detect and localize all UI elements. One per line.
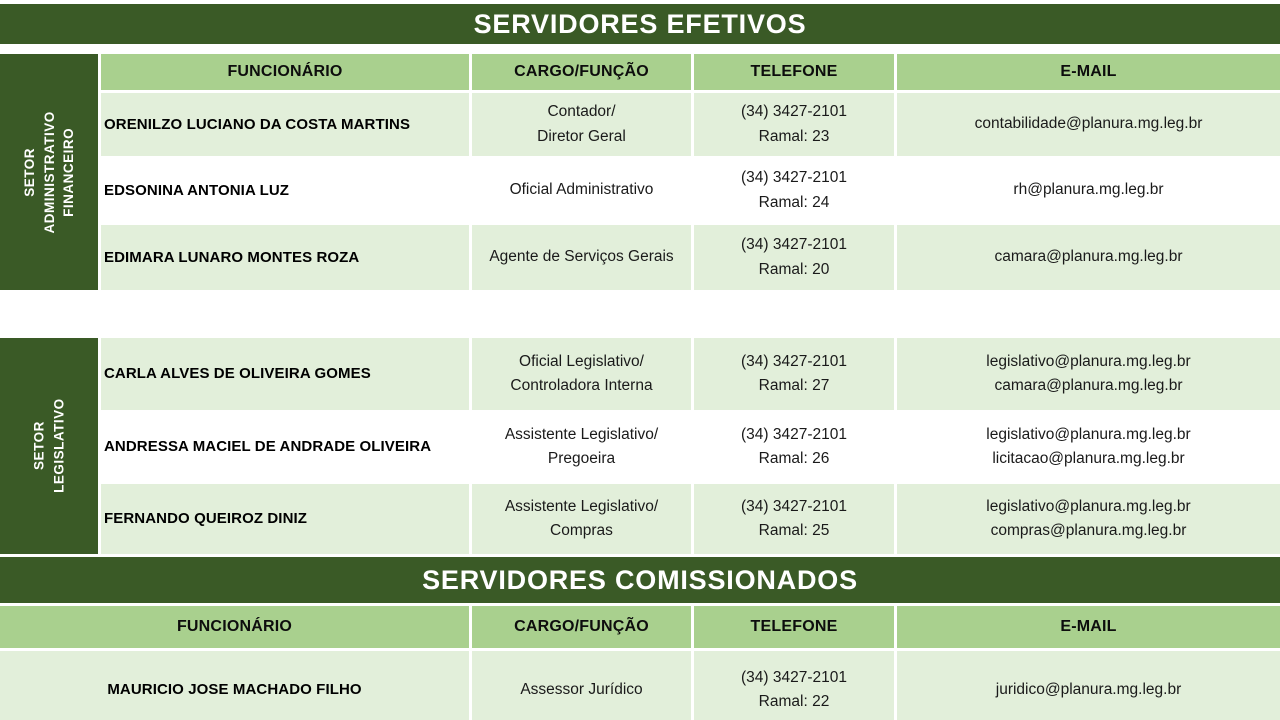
sector-label-legislativo <box>0 338 98 554</box>
employee-name: EDIMARA LUNARO MONTES ROZA <box>101 225 469 290</box>
employee-name: FERNANDO QUEIROZ DINIZ <box>101 484 469 554</box>
column-header-telefone: TELEFONE <box>694 606 894 648</box>
employee-email: legislativo@planura.mg.leg.br licitacao@planura.mg.leg.br <box>897 413 1280 481</box>
banner-title: SERVIDORES COMISSIONADOS <box>422 564 858 595</box>
employee-name: EDSONINA ANTONIA LUZ <box>101 159 469 222</box>
employee-email: legislativo@planura.mg.leg.br camara@planura.mg.leg.br <box>897 338 1280 410</box>
employee-email: camara@planura.mg.leg.br <box>897 225 1280 290</box>
employee-name: CARLA ALVES DE OLIVEIRA GOMES <box>101 338 469 410</box>
sector-label-text: SETOR ADMINISTRATIVO FINANCEIRO <box>21 110 76 234</box>
employee-phone: (34) 3427-2101 Ramal: 24 <box>694 159 894 222</box>
employee-name: MAURICIO JOSE MACHADO FILHO <box>0 651 469 720</box>
employee-role: Assessor Jurídico <box>472 651 691 720</box>
employee-email: contabilidade@planura.mg.leg.br <box>897 93 1280 156</box>
column-header-cargo-funcao: CARGO/FUNÇÃO <box>472 606 691 648</box>
column-header-email: E-MAIL <box>897 54 1280 90</box>
column-header-funcionario: FUNCIONÁRIO <box>0 606 469 648</box>
employee-phone: (34) 3427-2101 Ramal: 23 <box>694 93 894 156</box>
employee-email: legislativo@planura.mg.leg.br compras@planura.mg.leg.br <box>897 484 1280 554</box>
section-divider-gap <box>0 290 1280 338</box>
column-header-email: E-MAIL <box>897 606 1280 648</box>
employee-phone: (34) 3427-2101 Ramal: 26 <box>694 413 894 481</box>
employee-phone: (34) 3427-2101 Ramal: 22 <box>694 651 894 720</box>
table-servidores-comissionados <box>0 606 1280 720</box>
employee-role: Agente de Serviços Gerais <box>472 225 691 290</box>
employee-phone: (34) 3427-2101 Ramal: 27 <box>694 338 894 410</box>
banner-title: SERVIDORES EFETIVOS <box>473 8 807 39</box>
table-setor-administrativo-financeiro <box>0 54 1280 290</box>
column-header-cargo-funcao: CARGO/FUNÇÃO <box>472 54 691 90</box>
employee-phone: (34) 3427-2101 Ramal: 25 <box>694 484 894 554</box>
employee-role: Oficial Administrativo <box>472 159 691 222</box>
column-header-telefone: TELEFONE <box>694 54 894 90</box>
banner-servidores-efetivos <box>0 4 1280 44</box>
sector-label-text: SETOR LEGISLATIVO <box>31 398 66 494</box>
employee-role: Oficial Legislativo/ Controladora Interna <box>472 338 691 410</box>
employee-email: juridico@planura.mg.leg.br <box>897 651 1280 720</box>
column-header-funcionario: FUNCIONÁRIO <box>101 54 469 90</box>
employee-name: ORENILZO LUCIANO DA COSTA MARTINS <box>101 93 469 156</box>
employee-phone: (34) 3427-2101 Ramal: 20 <box>694 225 894 290</box>
employee-email: rh@planura.mg.leg.br <box>897 159 1280 222</box>
employee-name: ANDRESSA MACIEL DE ANDRADE OLIVEIRA <box>101 413 469 481</box>
banner-servidores-comissionados <box>0 557 1280 603</box>
employee-role: Assistente Legislativo/ Pregoeira <box>472 413 691 481</box>
employee-role: Contador/ Diretor Geral <box>472 93 691 156</box>
employee-role: Assistente Legislativo/ Compras <box>472 484 691 554</box>
sector-label-administrativo-financeiro <box>0 54 98 290</box>
table-setor-legislativo <box>0 338 1280 554</box>
